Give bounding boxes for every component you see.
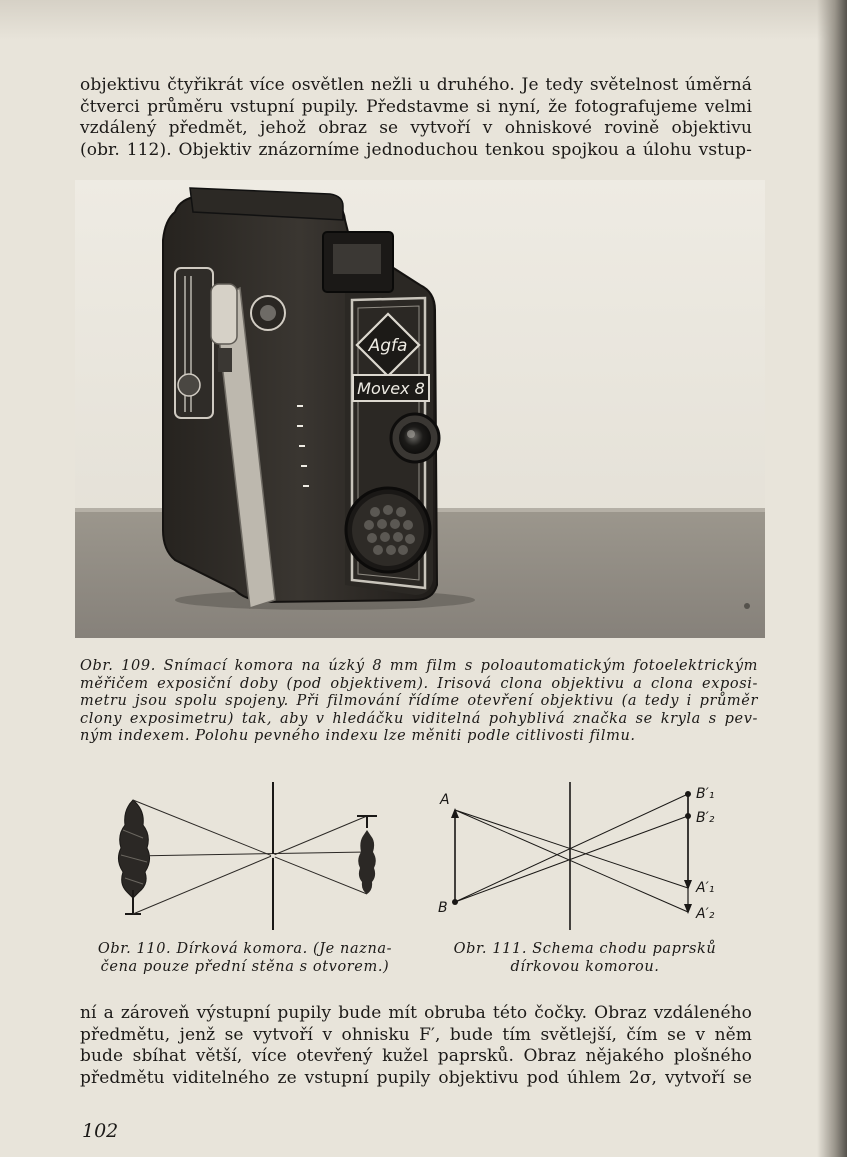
text-line: vzdálený předmět, jehož obraz se vytvoří v ohniskové rovině objektivu	[80, 118, 752, 138]
pinhole-camera-diagram	[105, 780, 405, 930]
label-b: B	[438, 900, 448, 916]
figure-110-caption	[80, 941, 410, 976]
caption-line: metru jsou spolu spojeny. Při filmování řídíme otevření objektivu (a tedy i průměr	[80, 693, 758, 709]
text-line: (obr. 112). Objektiv znázorníme jednoduchou tenkou spojkou a úlohu vstup-	[80, 139, 752, 160]
label-b1: B′₁	[696, 786, 715, 802]
camera-photo	[75, 180, 765, 638]
ray-schematic-diagram	[430, 770, 730, 935]
tree-object-icon	[118, 800, 149, 914]
label-a2: A′₂	[696, 906, 715, 922]
caption-line: dírkovou komorou.	[510, 958, 660, 975]
page-gutter-shading	[817, 0, 847, 1157]
page-number: 102	[82, 1120, 119, 1142]
label-a: A	[440, 792, 450, 808]
inverted-image-icon	[357, 816, 377, 894]
caption-line: ným indexem. Polohu pevného indexu lze měniti podle citlivosti filmu.	[80, 728, 636, 744]
label-a1: A′₁	[696, 880, 715, 896]
label-b2: B′₂	[696, 810, 715, 826]
caption-line: čena pouze přední stěna s otvorem.)	[100, 958, 390, 975]
caption-line: Obr. 110. Dírková komora. (Je nazna-	[97, 941, 393, 957]
page-top-shading	[0, 0, 847, 40]
figure-109-caption	[80, 658, 758, 746]
caption-line: měřičem exposiční doby (pod objektivem). Irisová clona objektivu a clona exposi-	[80, 675, 758, 692]
text-line: předmětu viditelného ze vstupní pupily objektivu pod úhlem 2σ, vytvoří se	[80, 1067, 752, 1088]
camera-brand-logo: Agfa	[368, 336, 408, 356]
caption-line: Obr. 111. Schema chodu paprsků	[453, 941, 717, 957]
text-line: čtverci průměru vstupní pupily. Představme si nyní, že fotografujeme velmi	[80, 96, 752, 117]
caption-line: Obr. 109. Snímací komora na úzký 8 mm film s poloautomatickým fotoelektrickým	[80, 658, 758, 674]
text-line: objektivu čtyřikrát více osvětlen nežli u druhého. Je tedy světelnost úměrná	[80, 75, 752, 95]
body-paragraph-bottom	[80, 1003, 752, 1089]
text-line: předmětu, jenž se vytvoří v ohnisku F′, bude tím světlejší, čím se v něm	[80, 1024, 752, 1045]
text-line: ní a zároveň výstupní pupily bude mít obruba této čočky. Obraz vzdáleného	[80, 1003, 752, 1023]
camera-model-label: Movex 8	[357, 379, 425, 398]
text-line: bude sbíhat větší, více otevřený kužel paprsků. Obraz nějakého plošného	[80, 1046, 752, 1066]
caption-line: clony exposimetru) tak, aby v hledáčku viditelná pohyblivá značka se kryla s pev-	[80, 710, 758, 727]
body-paragraph-top	[80, 75, 752, 161]
figure-111-caption	[440, 941, 730, 976]
